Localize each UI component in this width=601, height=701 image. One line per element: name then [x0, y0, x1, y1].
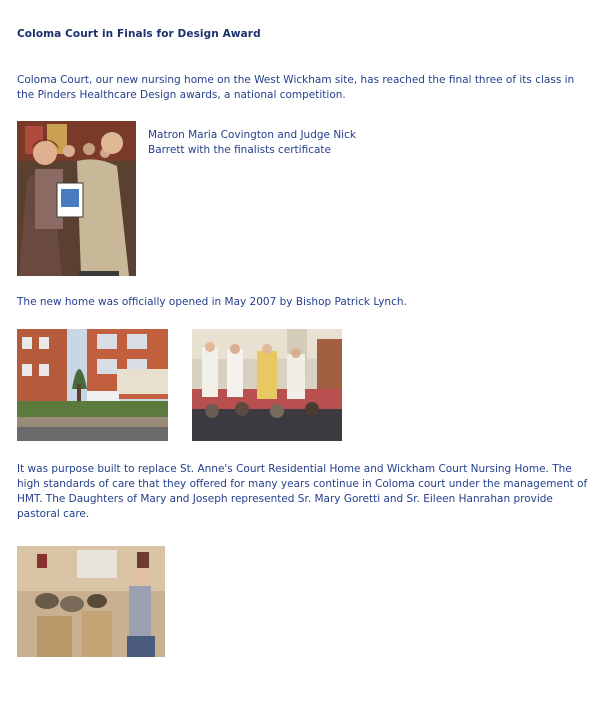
article-title: Coloma Court in Finals for Design Award: [17, 28, 261, 40]
lounge-photo: [17, 546, 165, 657]
building-photo: [17, 329, 168, 441]
intro-paragraph: Coloma Court, our new nursing home on the West Wickham site, has reached the final three of its class in the Pinders Healthcare Design awards, a national competition.: [17, 74, 575, 101]
opening-ceremony-photo: [192, 329, 342, 441]
opening-paragraph: The new home was officially opened in May 2007 by Bishop Patrick Lynch.: [17, 296, 407, 308]
history-paragraph: It was purpose built to replace St. Anne's Court Residential Home and Wickham Court Nursing Home. The high standards of care that they offered for many years continue in Coloma court under the management of HMT. The Daughters of Mary and Joseph represented Sr. Mary Goretti and Sr. Eileen Hanrahan provide pastoral care.: [17, 463, 588, 520]
photo-caption: Matron Maria Covington and Judge Nick Barrett with the finalists certificate: [148, 129, 356, 156]
award-photo: [17, 121, 136, 276]
